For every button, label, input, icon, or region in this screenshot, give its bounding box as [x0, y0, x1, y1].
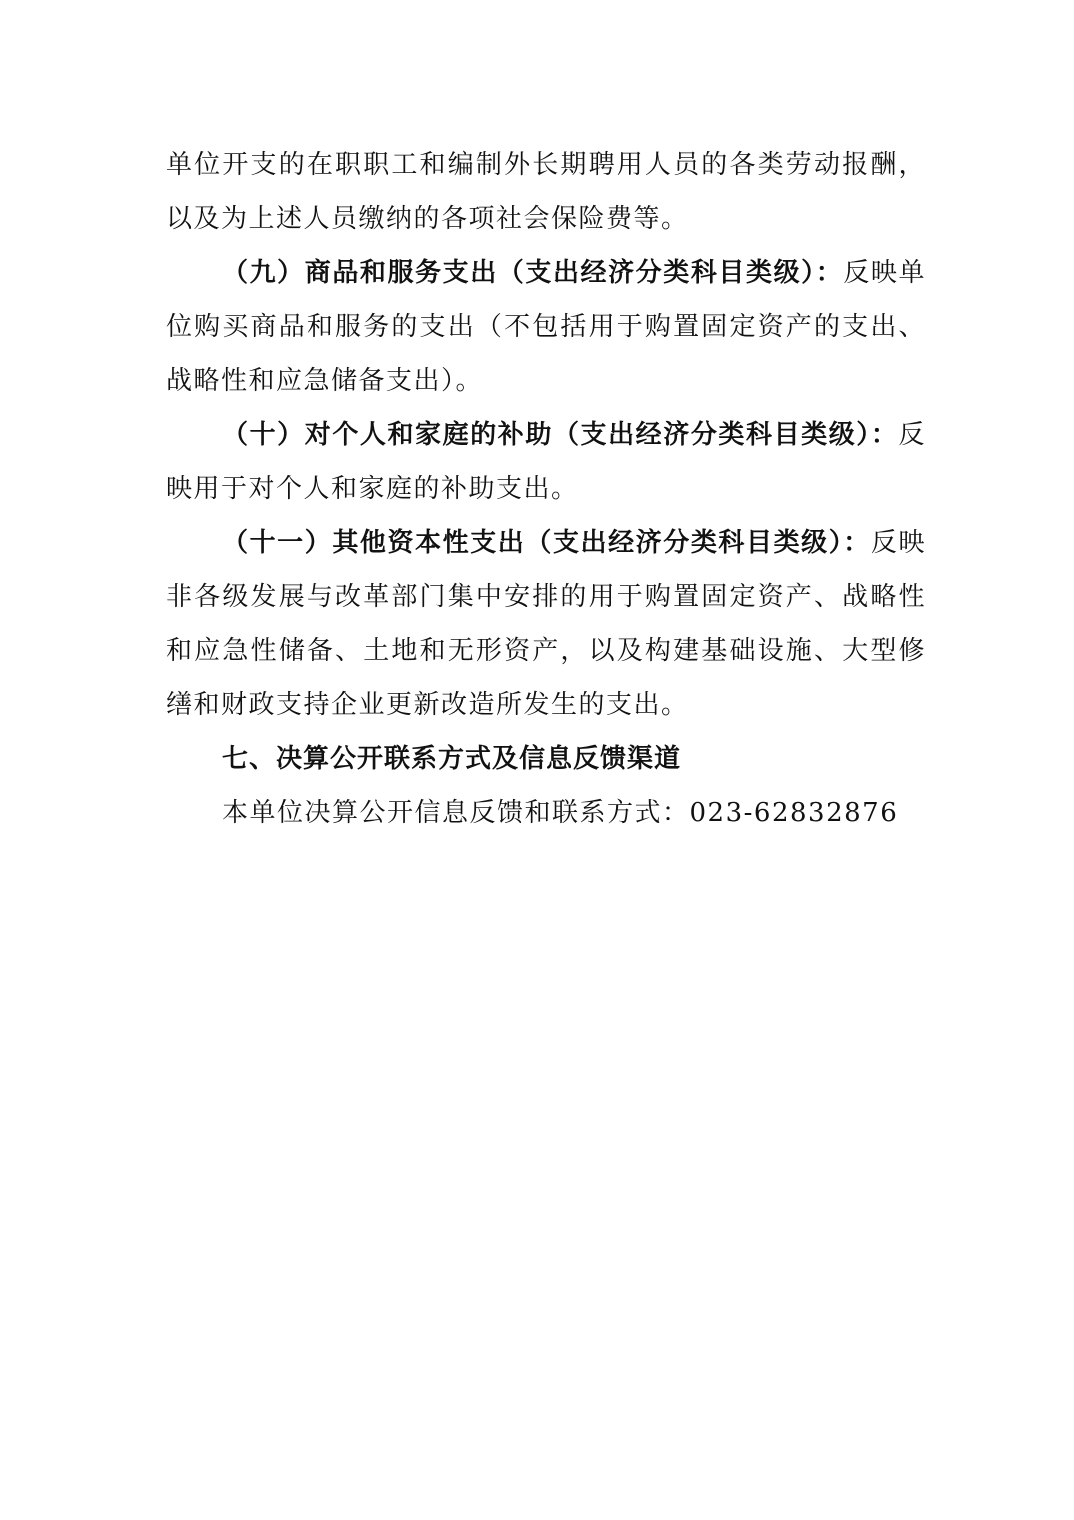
paragraph-item-11 [166, 516, 926, 732]
contact-line: 本单位决算公开信息反馈和联系方式：023-62832876 [222, 798, 899, 828]
item-9-text: 反映单位购买商品和服务的支出（不包括用于购置固定资产的支出、战略性和应急储备支出）。 [166, 258, 926, 396]
document-body [166, 138, 926, 840]
item-9-label: （九）商品和服务支出（支出经济分类科目类级）： [222, 258, 844, 288]
item-10-text: 反映用于对个人和家庭的补助支出。 [166, 420, 926, 504]
item-11-text: 反映非各级发展与改革部门集中安排的用于购置固定资产、战略性和应急性储备、土地和无形资产，以及构建基础设施、大型修缮和财政支持企业更新改造所发生的支出。 [166, 528, 926, 720]
item-10-label: （十）对个人和家庭的补助（支出经济分类科目类级）： [222, 420, 899, 450]
paragraph-continuation-text: 单位开支的在职职工和编制外长期聘用人员的各类劳动报酬，以及为上述人员缴纳的各项社会保险费等。 [166, 150, 926, 234]
item-11-label: （十一）其他资本性支出（支出经济分类科目类级）： [222, 528, 871, 558]
paragraph-item-10 [166, 408, 926, 516]
paragraph-continuation [166, 138, 926, 246]
section-7-heading: 七、决算公开联系方式及信息反馈渠道 [222, 744, 682, 774]
paragraph-item-9 [166, 246, 926, 408]
